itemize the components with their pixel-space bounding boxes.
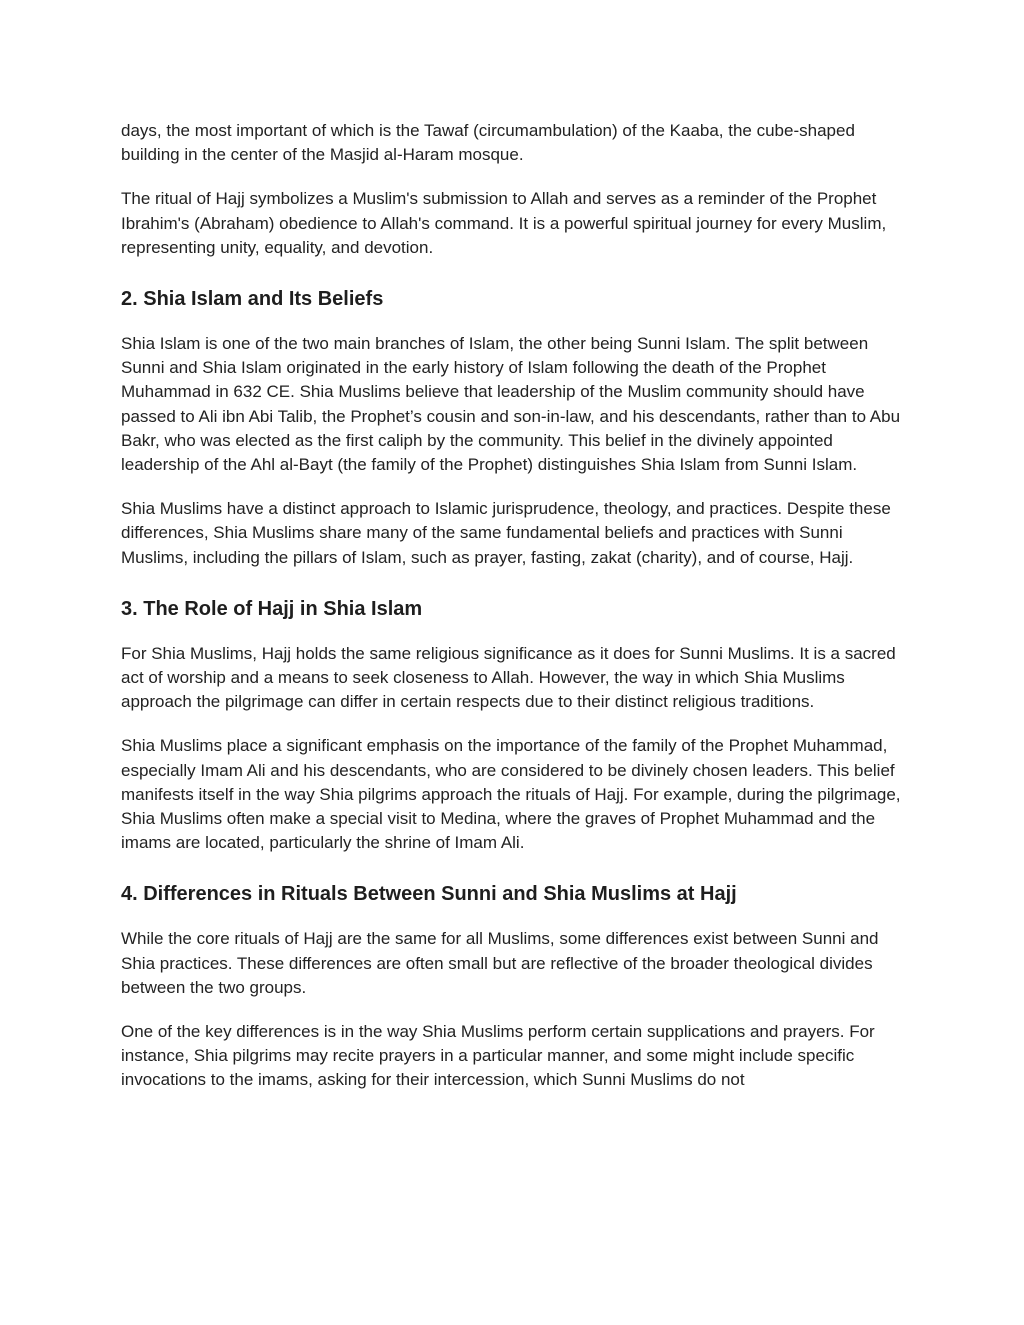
section-heading-shia-beliefs: 2. Shia Islam and Its Beliefs [121,288,384,311]
section-1-paragraph-2: Shia Muslims have a distinct approach to Islamic jurisprudence, theology, and practices. Despite these differences, Shia Muslims share many of the same fundamental beliefs and practices with Sunni Muslims, including the pillars of Islam, such as prayer, fasting, zakat (charity), and of course, Hajj. [121,499,891,567]
document-page [121,119,911,1093]
section-2-paragraph-1: For Shia Muslims, Hajj holds the same religious significance as it does for Sunni Muslims. It is a sacred act of worship and a means to seek closeness to Allah. However, the way in which Shia Muslims approach the pilgrimage can differ in certain respects due to their distinct religious traditions. [121,643,896,712]
intro-paragraph-1: days, the most important of which is the Tawaf (circumambulation) of the Kaaba, the cube-shaped building in the center of the Masjid al-Haram mosque. [121,121,855,165]
section-heading-ritual-differences: 4. Differences in Rituals Between Sunni and Shia Muslims at Hajj [121,883,737,906]
section-1-paragraph-1: Shia Islam is one of the two main branches of Islam, the other being Sunni Islam. The split between Sunni and Shia Islam originated in the early history of Islam following the death of the Prophet Muhammad in 632 CE. Shia Muslims believe that leadership of the Muslim community should have passed to Ali ibn Abi Talib, the Prophet’s cousin and son-in-law, and his descendants, rather than to Abu Bakr, who was elected as the first caliph by the community. This belief in the divinely appointed leadership of the Ahl al-Bayt (the family of the Prophet) distinguishes Shia Islam from Sunni Islam. [121,334,901,475]
section-3-paragraph-2: One of the key differences is in the way Shia Muslims perform certain supplications and prayers. For instance, Shia pilgrims may recite prayers in a particular manner, and some might include specific invocations to the imams, asking for their intercession, which Sunni Muslims do not [121,1022,875,1090]
intro-paragraph-2: The ritual of Hajj symbolizes a Muslim's submission to Allah and serves as a reminder of the Prophet Ibrahim's (Abraham) obedience to Allah's command. It is a powerful spiritual journey for every Muslim, representing unity, equality, and devotion. [121,189,887,257]
section-3-paragraph-1: While the core rituals of Hajj are the same for all Muslims, some differences exist between Sunni and Shia practices. These differences are often small but are reflective of the broader theological divides between the two groups. [121,929,879,997]
section-2-paragraph-2: Shia Muslims place a significant emphasis on the importance of the family of the Prophet Muhammad, especially Imam Ali and his descendants, who are considered to be divinely chosen leaders. This belief manifests itself in the way Shia pilgrims approach the rituals of Hajj. For example, during the pilgrimage, Shia Muslims often make a special visit to Medina, where the graves of Prophet Muhammad and the imams are located, particularly the shrine of Imam Ali. [121,736,901,853]
section-heading-role-of-hajj: 3. The Role of Hajj in Shia Islam [121,597,423,620]
